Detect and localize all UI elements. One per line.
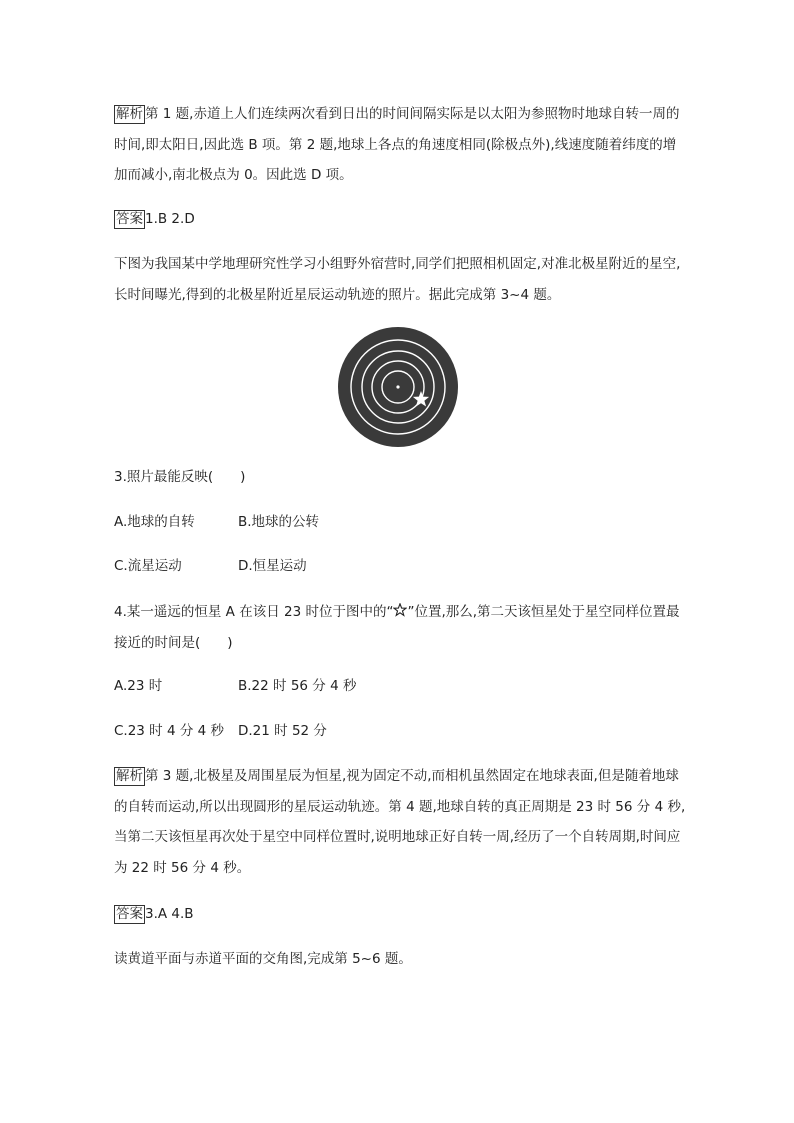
analysis-block-1 <box>114 99 688 191</box>
question-4-stem <box>114 597 688 658</box>
analysis-tag: 解析 <box>116 106 143 122</box>
analysis-text: 第 3 题,北极星及周围星辰为恒星,视为固定不动,而相机虽然固定在地球表面,但是随着地球的自转而运动,所以出现圆形的星辰运动轨迹。第 4 题,地球自转的真正周期是 23 时 56 分 4 秒,当第二天该恒星再次处于星空中同样位置时,说明地球正好自转一周,经历了一个自转周期,时间应为 22 时 56 分 4 秒。 <box>114 768 686 876</box>
q4-stem-part2: ”位置,那么,第二天该恒星处于星空同样位置最接近的时间是( ) <box>114 604 680 651</box>
q3-option-c: C.流星运动 <box>114 558 182 574</box>
q3-option-d: D.恒星运动 <box>238 558 307 574</box>
q4-option-d: D.21 时 52 分 <box>238 723 327 739</box>
analysis-text: 第 1 题,赤道上人们连续两次看到日出的时间间隔实际是以太阳为参照物时地球自转一周的时间,即太阳日,因此选 B 项。第 2 题,地球上各点的角速度相同(除极点外),线速度随着纬度的增加而减小,南北极点为 0。因此选 D 项。 <box>114 106 680 183</box>
q4-option-a: A.23 时 <box>114 678 163 694</box>
question-intro: 下图为我国某中学地理研究性学习小组野外宿营时,同学们把照相机固定,对准北极星附近的星空,长时间曝光,得到的北极星附近星辰运动轨迹的照片。据此完成第 3~4 题。 <box>114 256 681 303</box>
question-3-stem: 3.照片最能反映( ) <box>114 469 246 485</box>
analysis-tag: 解析 <box>116 768 143 784</box>
q4-option-b: B.22 时 56 分 4 秒 <box>238 678 357 694</box>
answer-text: 1.B 2.D <box>145 211 195 227</box>
question-intro-5-6: 读黄道平面与赤道平面的交角图,完成第 5~6 题。 <box>114 951 412 967</box>
q4-option-c: C.23 时 4 分 4 秒 <box>114 723 225 739</box>
answer-block-1 <box>114 204 688 235</box>
answer-block-2 <box>114 899 688 930</box>
answer-tag: 答案 <box>116 906 143 922</box>
star-trail-figure <box>337 326 459 448</box>
q4-stem-part1: 4.某一遥远的恒星 A 在该日 23 时位于图中的“ <box>114 604 394 620</box>
polaris-dot <box>396 385 399 388</box>
analysis-block-2 <box>114 761 688 883</box>
q3-option-a: A.地球的自转 <box>114 514 195 530</box>
answer-tag: 答案 <box>116 211 143 227</box>
outline-star-icon <box>393 603 407 617</box>
q3-option-b: B.地球的公转 <box>238 514 320 530</box>
answer-text: 3.A 4.B <box>145 906 194 922</box>
